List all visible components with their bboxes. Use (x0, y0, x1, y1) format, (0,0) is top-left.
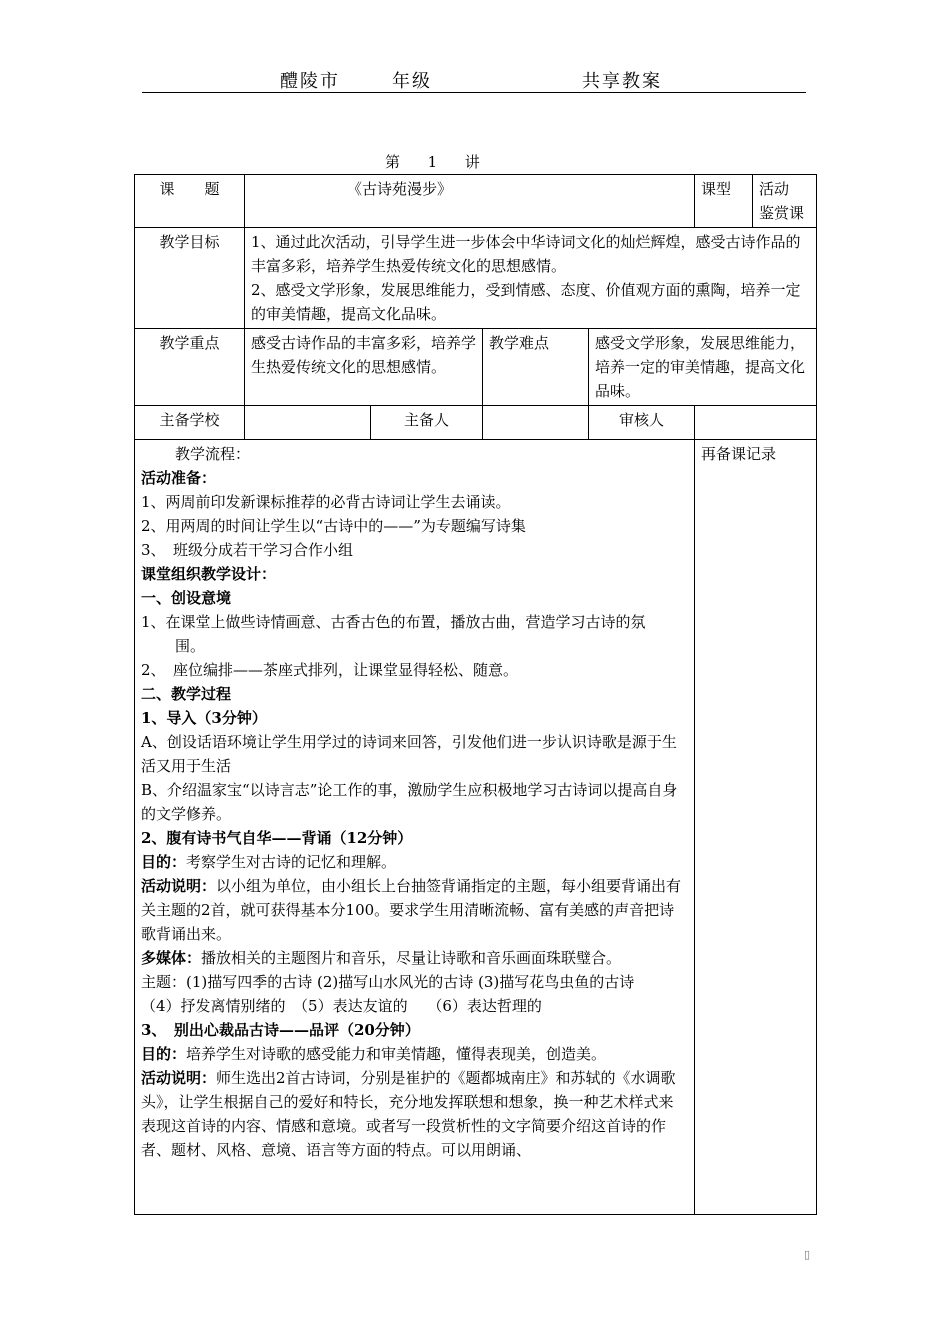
difficulty-value: 感受文学形象，发展思维能力，培养一定的审美情趣，提高文化品味。 (589, 329, 817, 406)
school-label: 主备学校 (135, 406, 245, 440)
header-city: 醴陵市 (280, 71, 340, 92)
preparer-value (483, 406, 589, 440)
staff-row (135, 406, 817, 440)
step-3-heading: 3、 别出心裁品古诗——品评（20分钟） (141, 1021, 420, 1039)
step-2-purpose (141, 850, 688, 874)
section-2-heading: 二、教学过程 (141, 685, 232, 703)
type-label: 课型 (695, 175, 753, 228)
school-value (245, 406, 371, 440)
design-heading: 课堂组织教学设计： (141, 565, 277, 583)
step-2-media (141, 946, 688, 970)
step-3-purpose (141, 1042, 688, 1066)
step-2-topics-1: 主题：(1)描写四季的古诗 (2)描写山水风光的古诗 (3)描写花鸟虫鱼的古诗 (141, 973, 635, 991)
section-1-heading: 一、创设意境 (141, 589, 232, 607)
step-3-activity-text: 师生选出2首古诗词，分别是崔护的《题都城南庄》和苏轼的《水调歌头》，让学生根据自己的爱好和特长，充分地发挥联想和想象，换一种艺术样式来表现这首诗的内容、情感和意境。或者写一段赏析性的文字简要介绍这首诗的作者、题材、风格、意境、语言等方面的特点。可以用朗诵、 (141, 1069, 676, 1159)
header-doc-type: 共享教案 (582, 71, 662, 92)
prep-heading: 活动准备： (141, 469, 217, 487)
lecture-prefix: 第 (385, 153, 401, 171)
header-rule (142, 92, 806, 93)
preparer-label: 主备人 (371, 406, 483, 440)
difficulty-label: 教学难点 (483, 329, 589, 406)
lecture-number-value: 1 (427, 153, 438, 171)
goal-label: 教学目标 (135, 228, 245, 329)
lesson-plan-table (134, 174, 817, 1215)
key-value: 感受古诗作品的丰富多彩，培养学生热爱传统文化的思想感情。 (245, 329, 483, 406)
goal-row (135, 228, 817, 329)
step-2-topics-2: （4）抒发离情别绪的 （5）表达友谊的 （6）表达哲理的 (141, 997, 542, 1015)
topic-label: 课 题 (135, 175, 245, 228)
step-1-item-b: B、介绍温家宝“以诗言志”论工作的事，激励学生应积极地学习古诗词以提高自身的文学修养。 (141, 781, 678, 823)
header-grade: 年级 (392, 71, 432, 92)
type-value-line2: 鉴赏课 (759, 204, 805, 222)
teaching-flow (135, 440, 695, 1215)
step-2-media-label: 多媒体： (141, 949, 202, 967)
step-3-activity (141, 1066, 688, 1162)
goal-item-1: 1、通过此次活动，引导学生进一步体会中华诗词文化的灿烂辉煌，感受古诗作品的丰富多彩，培养学生热爱传统文化的思想感情。 (251, 233, 801, 275)
step-2-purpose-text: 考察学生对古诗的记忆和理解。 (186, 853, 397, 871)
step-3-activity-label: 活动说明： (141, 1069, 217, 1087)
reviewer-label: 审核人 (589, 406, 695, 440)
goal-item-2: 2、感受文学形象，发展思维能力，受到情感、态度、价值观方面的熏陶，培养一定的审美情趣，提高文化品味。 (251, 281, 801, 323)
step-2-activity-text: 以小组为单位，由小组长上台抽签背诵指定的主题，每小组要背诵出有关主题的2首，就可获得基本分100。要求学生用清晰流畅、富有美感的声音把诗歌背诵出来。 (141, 877, 682, 943)
prep-item-2: 2、用两周的时间让学生以“古诗中的——”为专题编写诗集 (141, 517, 526, 535)
type-value-line1: 活动 (759, 180, 790, 198)
lecture-suffix: 讲 (464, 153, 480, 171)
section-1-item-2: 2、 座位编排——茶座式排列，让课堂显得轻松、随意。 (141, 661, 519, 679)
step-1-item-a: A、创设话语环境让学生用学过的诗词来回答，引发他们进一步认识诗歌是源于生活又用于生活 (141, 733, 677, 775)
step-2-activity-label: 活动说明： (141, 877, 217, 895)
step-2-activity (141, 874, 688, 946)
prep-item-3: 3、 班级分成若干学习合作小组 (141, 541, 354, 559)
step-3-purpose-label: 目的： (141, 1045, 187, 1063)
type-value (753, 175, 817, 228)
topic-value: 《古诗苑漫步》 (245, 175, 695, 228)
step-3-purpose-text: 培养学生对诗歌的感受能力和审美情趣，懂得表现美，创造美。 (186, 1045, 607, 1063)
step-2-media-text: 播放相关的主题图片和音乐，尽量让诗歌和音乐画面珠联璧合。 (201, 949, 622, 967)
step-1-heading: 1、导入（3分钟） (141, 709, 267, 727)
prep-item-1: 1、两周前印发新课标推荐的必背古诗词让学生去诵读。 (141, 493, 511, 511)
reviewer-value (695, 406, 817, 440)
revision-notes: 再备课记录 (695, 440, 817, 1215)
section-1-item-1: 1、在课堂上做些诗情画意、古香古色的布置，播放古曲，营造学习古诗的氛 (141, 613, 646, 631)
key-label: 教学重点 (135, 329, 245, 406)
goal-content (245, 228, 817, 329)
topic-row (135, 175, 817, 228)
lecture-number (385, 151, 480, 172)
flow-title: 教学流程： (175, 445, 251, 463)
step-2-purpose-label: 目的： (141, 853, 187, 871)
section-1-item-1-cont: 围。 (175, 637, 206, 655)
flow-row (135, 440, 817, 1215)
page-marker: ▯ (804, 1248, 811, 1261)
key-difficulty-row (135, 329, 817, 406)
step-2-heading: 2、腹有诗书气自华——背诵（12分钟） (141, 829, 413, 847)
